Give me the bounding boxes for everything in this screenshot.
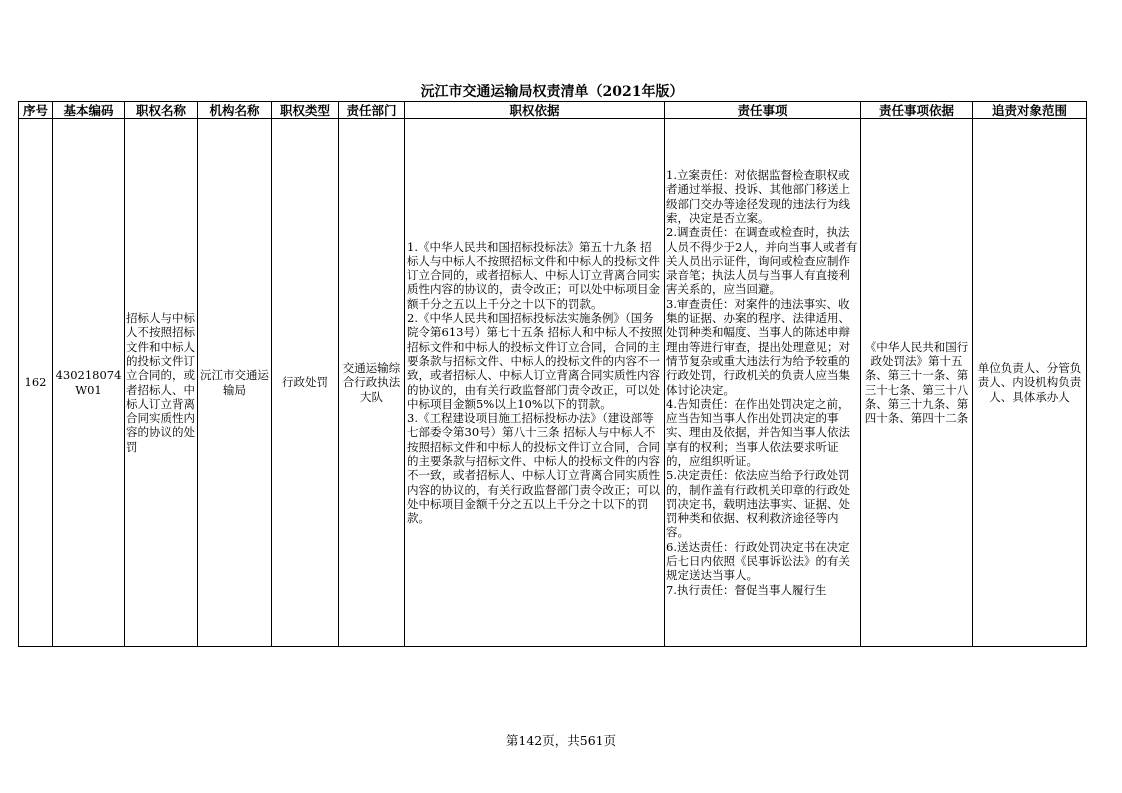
cell-org-name: 沅江市交通运输局 (198, 119, 272, 647)
basis-item: 3.《工程建设项目施工招标投标办法》（建设部等七部委令第30号）第八十三条 招标人与中标人不按照招标文件和中标人的投标文件订立合同，合同的主要条款与招标文件、中标人的投标文件的内容不一致，或者招标人、中标人订立背离合同实质性内容的协议的，有关行政监督部门责令改正；可以处中标项目金额千分之五以上千分之十以下的罚款。 (407, 411, 660, 526)
col-header-basis: 职权依据 (405, 102, 665, 119)
responsibility-item: 3.审查责任：对案件的违法事实、收集的证据、办案的程序、法律适用、处罚种类和幅度、当事人的陈述申辩理由等进行审查，提出处理意见；对情节复杂或重大违法行为给予较重的行政处罚，行政机关的负责人应当集体讨论决定。 (666, 296, 850, 397)
col-header-power-type: 职权类型 (272, 102, 339, 119)
responsibility-item: 6.送达责任：行政处罚决定书在决定后七日内依照《民事诉讼法》的有关规定送达当事人。 (666, 539, 850, 583)
cell-code: 430218074W01 (53, 119, 125, 647)
responsibility-item: 7.执行责任：督促当事人履行生 (666, 582, 827, 597)
col-header-dept: 责任部门 (339, 102, 405, 119)
responsibility-item: 2.调查责任：在调查或检查时，执法人员不得少于2人，并向当事人或者有关人员出示证件，询问或检查应制作录音笔；执法人员与当事人有直接利害关系的，应当回避。 (666, 225, 858, 297)
page-number: 第142页，共561页 (505, 733, 617, 748)
responsibility-item: 5.决定责任：依法应当给予行政处罚的，制作盖有行政机关印章的行政处罚决定书，载明违法事实、证据、处罚种类和依据、权利救济途径等内容。 (666, 468, 850, 540)
cell-seq: 162 (19, 119, 53, 647)
basis-item: 2.《中华人民共和国招标投标法实施条例》（国务院令第613号）第七十五条 招标人和中标人不按照招标文件和中标人的投标文件订立合同，合同的主要条款与招标文件、中标人的投标文件的内容不一致，或者招标人、中标人订立背离合同实质性内容的协议的，由有关行政监督部门责令改正，可以处中标项目金额5%以上10%以下的罚款。 (407, 311, 663, 411)
cell-resp-basis: 《中华人民共和国行政处罚法》第十五条、第三十一条、第三十七条、第三十八条、第三十九条、第四十条、第四十二条 (861, 119, 973, 647)
header-row (19, 102, 1087, 119)
cell-power-name: 招标人与中标人不按照招标文件和中标人的投标文件订立合同的，或者招标人、中标人订立背离合同实质性内容的协议的处罚 (125, 119, 198, 647)
responsibility-item: 1.立案责任：对依据监督检查职权或者通过举报、投诉、其他部门移送上级部门交办等途径发现的违法行为线索，决定是否立案。 (666, 168, 850, 225)
col-header-seq: 序号 (19, 102, 53, 119)
col-header-power-name: 职权名称 (125, 102, 198, 119)
col-header-org-name: 机构名称 (198, 102, 272, 119)
cell-accountability: 单位负责人、分管负责人、内设机构负责人、具体承办人 (973, 119, 1087, 647)
power-list-table (18, 101, 1087, 647)
col-header-responsibilities: 责任事项 (665, 102, 861, 119)
cell-power-type: 行政处罚 (272, 119, 339, 647)
col-header-resp-basis: 责任事项依据 (861, 102, 973, 119)
col-header-code: 基本编码 (53, 102, 125, 119)
col-header-accountability: 追责对象范围 (973, 102, 1087, 119)
cell-responsibilities (665, 119, 861, 647)
cell-basis (405, 119, 665, 647)
basis-item: 1.《中华人民共和国招标投标法》第五十九条 招标人与中标人不按照招标文件和中标人的投标文件订立合同的，或者招标人、中标人订立背离合同实质性内容的协议的，责令改正；可以处中标项目金额千分之五以上千分之十以下的罚款。 (407, 239, 660, 311)
responsibility-item: 4.告知责任：在作出处罚决定之前，应当告知当事人作出处罚决定的事实、理由及依据，并告知当事人依法享有的权利；当事人依法要求听证的，应组织听证。 (666, 396, 850, 468)
table-row (19, 119, 1087, 647)
page-title: 沅江市交通运输局权责清单（2021年版） (420, 84, 684, 100)
cell-dept: 交通运输综合行政执法大队 (339, 119, 405, 647)
